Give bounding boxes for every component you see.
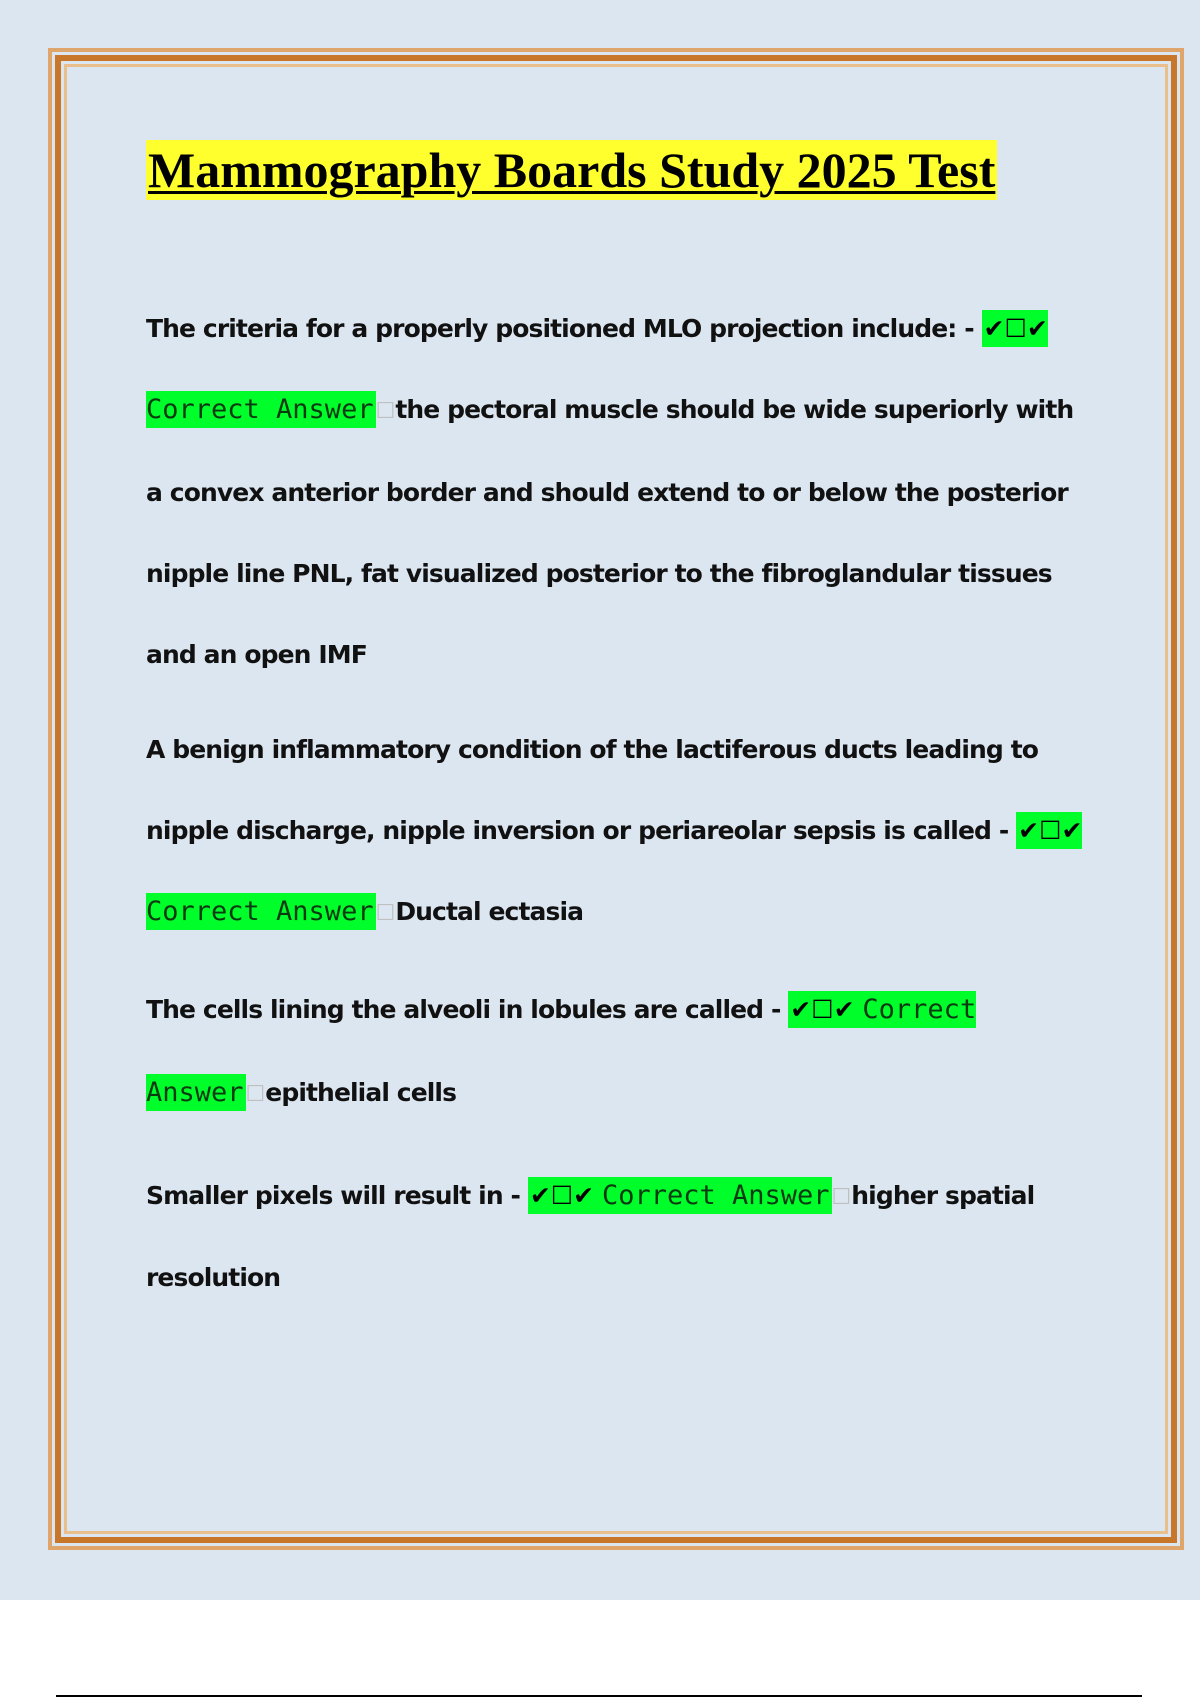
footer-rule: [56, 1695, 1142, 1697]
document-body: [146, 140, 1086, 1318]
qa-item: [146, 1156, 1086, 1318]
box-icon: ☐: [245, 1082, 266, 1107]
checkmark-icon: ✔☐✔: [790, 995, 855, 1024]
answer-text: epithelial cells: [265, 1078, 457, 1107]
answer-text: Ductal ectasia: [395, 897, 584, 926]
checkmark-icon: ✔☐✔: [1018, 816, 1083, 845]
checkmark-icon: ✔☐✔: [529, 1181, 595, 1210]
correct-answer-badge: [528, 1177, 832, 1214]
question-text: The cells lining the alveoli in lobules are called -: [146, 995, 781, 1024]
answer-text: the pectoral muscle should be wide superiorly with a convex anterior border and should extend to or below the posterior nipple line PNL, fat visualized posterior to the fibroglandular tissues and an open IMF: [146, 395, 1074, 669]
qa-item: [146, 288, 1086, 695]
correct-answer-label: Correct Answer: [601, 1180, 830, 1211]
correct-answer-label: Correct Answer: [146, 994, 977, 1108]
document-title: Mammography Boards Study 2025 Test: [148, 142, 996, 198]
answer-text: higher spatial resolution: [146, 1181, 1035, 1292]
correct-answer-label: Correct Answer: [146, 394, 374, 425]
qa-item: [146, 968, 1086, 1136]
question-text: The criteria for a properly positioned MLO projection include: -: [146, 314, 974, 343]
question-text: Smaller pixels will result in -: [146, 1181, 520, 1210]
question-text: A benign inflammatory condition of the lactiferous ducts leading to nipple discharge, nipple inversion or periareolar sepsis is called -: [146, 735, 1039, 845]
checkmark-icon: ✔☐✔: [983, 314, 1048, 343]
box-icon: ☐: [831, 1185, 852, 1210]
correct-answer-label: Correct Answer: [146, 896, 374, 927]
box-icon: ☐: [375, 399, 396, 424]
qa-item: [146, 709, 1086, 954]
box-icon: ☐: [375, 901, 396, 926]
